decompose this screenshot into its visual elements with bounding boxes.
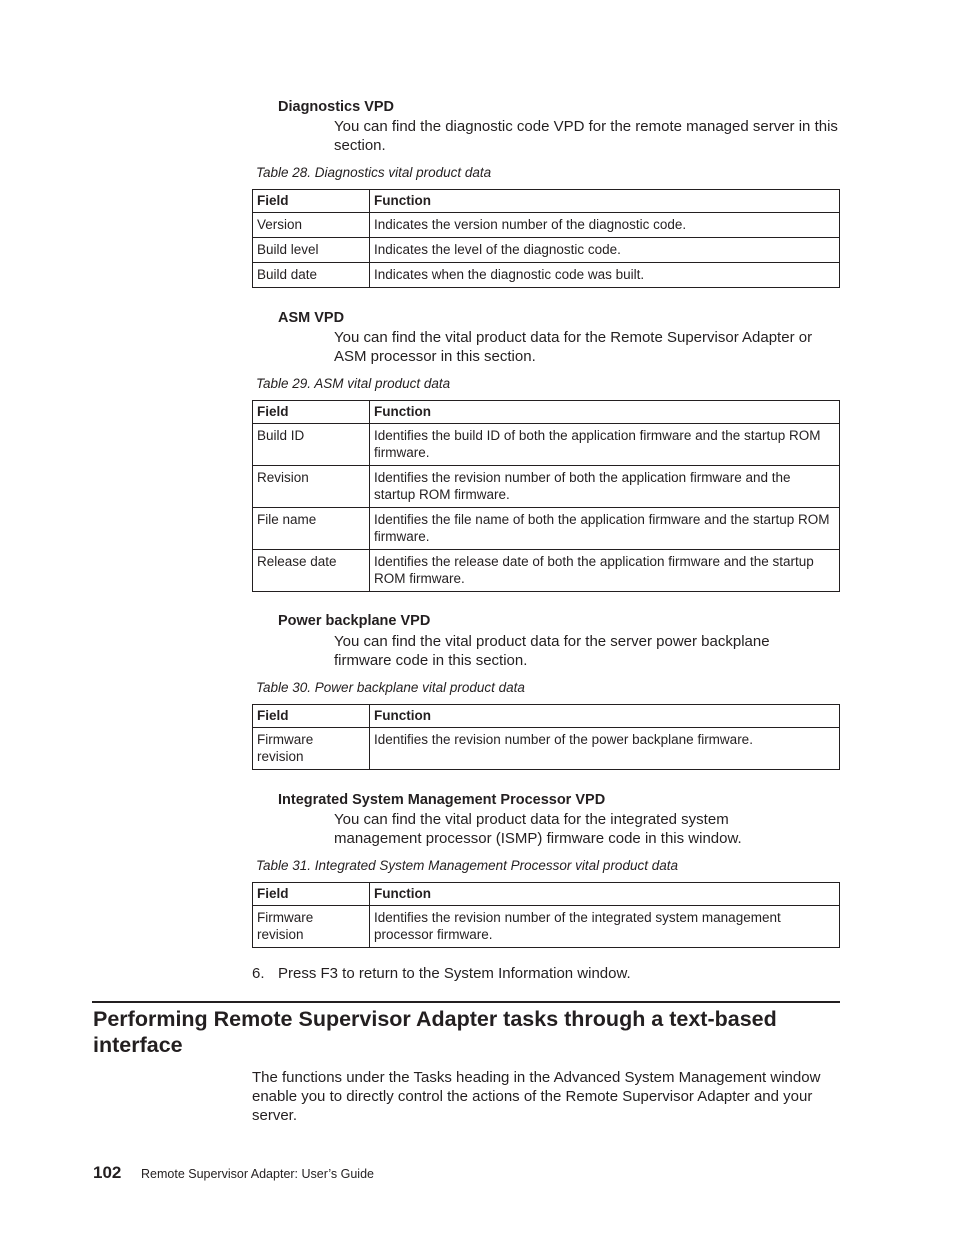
cell-field: Firmware revision: [253, 906, 370, 948]
table-caption-31: Table 31. Integrated System Management Processor vital product data: [256, 858, 678, 873]
header-function: Function: [370, 883, 840, 906]
cell-function: Identifies the revision number of both the application firmware and the startup ROM firmware.: [370, 466, 840, 508]
cell-field: File name: [253, 508, 370, 550]
chapter-heading: Performing Remote Supervisor Adapter tasks through a text-based interface: [93, 1007, 777, 1057]
table-header-row: [253, 401, 840, 424]
cell-field: Revision: [253, 466, 370, 508]
table-row: [253, 466, 840, 508]
cell-function: Identifies the file name of both the application firmware and the startup ROM firmware.: [370, 508, 840, 550]
section-title-diagnostics-vpd: Diagnostics VPD: [278, 99, 395, 115]
header-function: Function: [370, 190, 840, 213]
table-row: [253, 728, 840, 770]
cell-field: Build level: [253, 238, 370, 263]
section-body-power-backplane-vpd: You can find the vital product data for the server power backplane firmware code in this section.: [334, 633, 770, 669]
table-31-ismp: [252, 882, 840, 948]
cell-function: Indicates the version number of the diagnostic code.: [370, 213, 840, 238]
step-number: 6.: [252, 965, 265, 982]
table-row: [253, 424, 840, 466]
cell-field: Build date: [253, 263, 370, 288]
table-caption-29: Table 29. ASM vital product data: [256, 376, 451, 391]
table-caption-28: Table 28. Diagnostics vital product data: [256, 165, 492, 180]
section-body-ismp-vpd: You can find the vital product data for the integrated system management processor (ISMP) firmware code in this window.: [334, 811, 742, 847]
cell-function: Identifies the release date of both the application firmware and the startup ROM firmware.: [370, 550, 840, 592]
cell-function: Identifies the revision number of the power backplane firmware.: [370, 728, 840, 770]
cell-function: Identifies the revision number of the integrated system management processor firmware.: [370, 906, 840, 948]
table-28-diagnostics: [252, 189, 840, 288]
cell-field: Firmware revision: [253, 728, 370, 770]
table-row: [253, 213, 840, 238]
table-row: [253, 906, 840, 948]
section-body-asm-vpd: You can find the vital product data for the Remote Supervisor Adapter or ASM processor in this section.: [334, 329, 813, 365]
table-row: [253, 550, 840, 592]
table-row: [253, 263, 840, 288]
header-function: Function: [370, 401, 840, 424]
intro-paragraph: The functions under the Tasks heading in the Advanced System Management window enable you to directly control the actions of the Remote Supervisor Adapter and your server.: [252, 1069, 821, 1124]
table-row: [253, 238, 840, 263]
table-caption-30: Table 30. Power backplane vital product data: [256, 680, 525, 695]
cell-function: Identifies the build ID of both the application firmware and the startup ROM firmware.: [370, 424, 840, 466]
table-header-row: [253, 190, 840, 213]
table-row: [253, 508, 840, 550]
header-field: Field: [253, 401, 370, 424]
header-field: Field: [253, 705, 370, 728]
table-header-row: [253, 883, 840, 906]
cell-field: Build ID: [253, 424, 370, 466]
cell-field: Version: [253, 213, 370, 238]
section-title-ismp-vpd: Integrated System Management Processor VPD: [278, 792, 606, 808]
page-number: 102: [93, 1163, 122, 1182]
section-title-asm-vpd: ASM VPD: [278, 310, 345, 326]
header-field: Field: [253, 190, 370, 213]
section-title-power-backplane-vpd: Power backplane VPD: [278, 613, 431, 629]
header-field: Field: [253, 883, 370, 906]
table-29-asm: [252, 400, 840, 592]
header-function: Function: [370, 705, 840, 728]
section-body-diagnostics-vpd: You can find the diagnostic code VPD for the remote managed server in this section.: [334, 118, 838, 154]
cell-field: Release date: [253, 550, 370, 592]
cell-function: Indicates when the diagnostic code was built.: [370, 263, 840, 288]
heading-rule: [92, 1001, 840, 1003]
table-30-power-backplane: [252, 704, 840, 770]
table-header-row: [253, 705, 840, 728]
step-text: Press F3 to return to the System Information window.: [278, 965, 631, 982]
book-title: Remote Supervisor Adapter: User’s Guide: [141, 1167, 374, 1181]
cell-function: Indicates the level of the diagnostic code.: [370, 238, 840, 263]
